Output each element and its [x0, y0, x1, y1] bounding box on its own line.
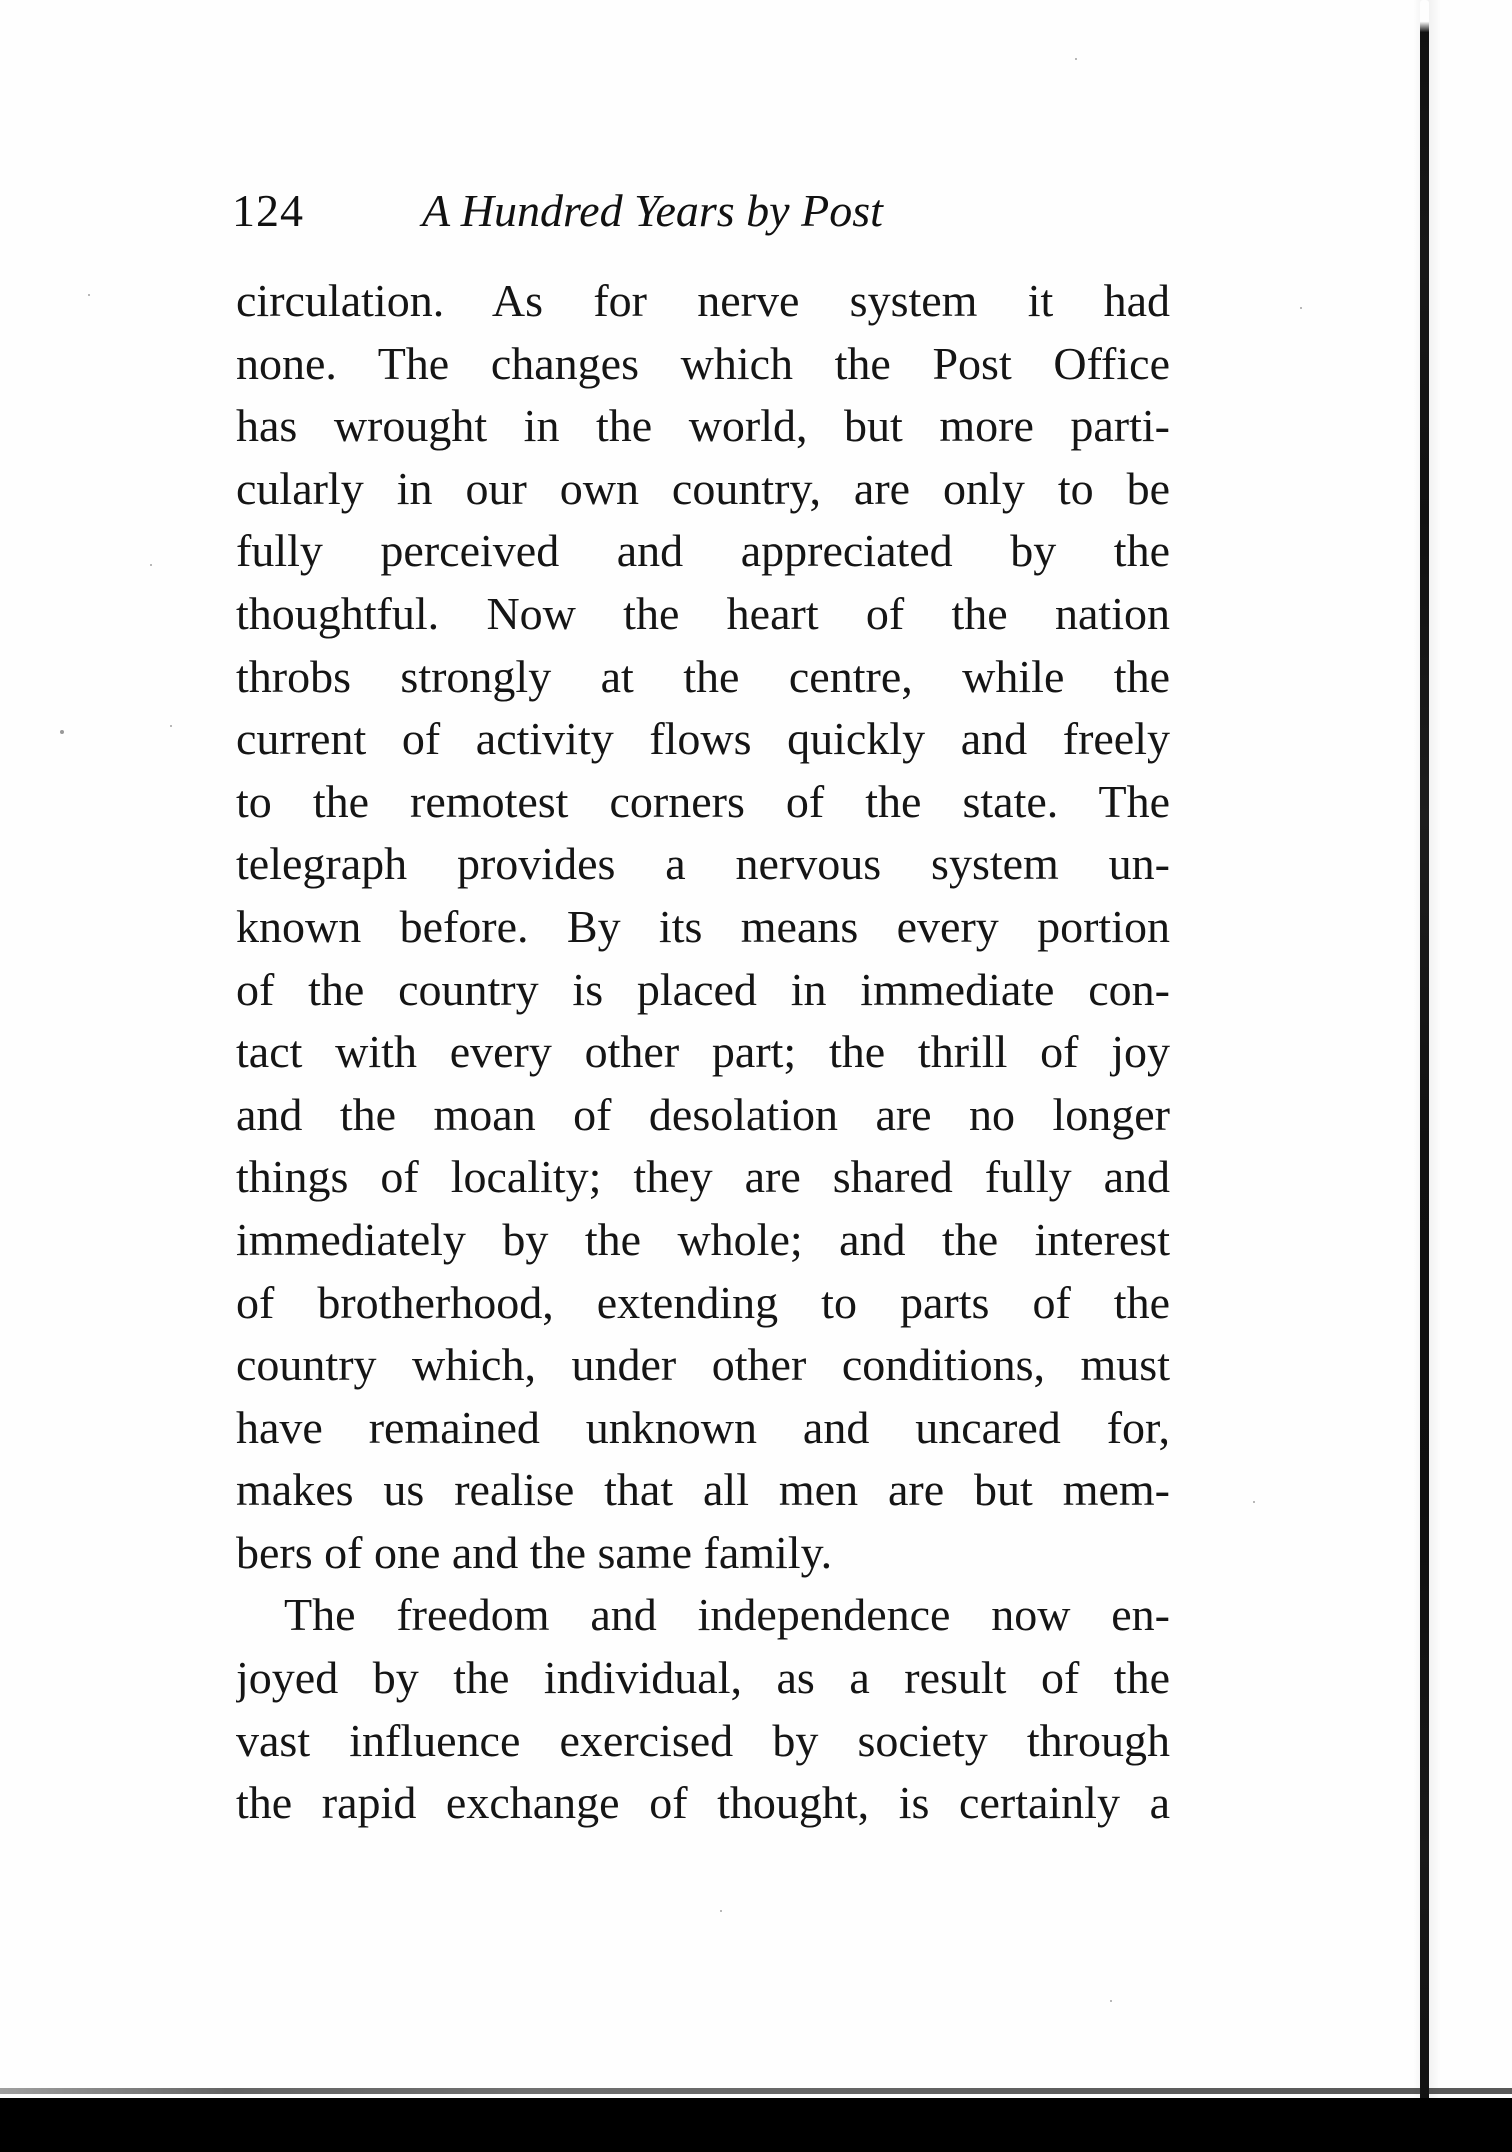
bottom-edge-line — [0, 2088, 1512, 2094]
running-title: A Hundred Years by Post — [422, 185, 883, 236]
text-line: tact with every other part; the thrill of joy — [236, 1026, 1170, 1078]
text-line: known before. By its means every portion — [236, 900, 1170, 952]
page-header — [232, 176, 992, 246]
text-line: the rapid exchange of thought, is certainly a — [236, 1777, 1170, 1829]
dust-speck — [1110, 2000, 1112, 2002]
text-line: and the moan of desolation are no longer — [236, 1088, 1170, 1140]
page-right-edge — [1392, 0, 1512, 2152]
text-line: of the country is placed in immediate con- — [236, 963, 1170, 1015]
text-line: makes us realise that all men are but mem- — [236, 1464, 1170, 1516]
text-line: country which, under other conditions, must — [236, 1339, 1170, 1391]
text-line: has wrought in the world, but more parti- — [236, 400, 1170, 452]
text-line: thoughtful. Now the heart of the nation — [236, 587, 1170, 639]
text-line: to the remotest corners of the state. The — [236, 775, 1170, 827]
dust-speck — [60, 730, 64, 734]
text-line: fully perceived and appreciated by the — [236, 525, 1170, 577]
text-line: joyed by the individual, as a result of the — [236, 1652, 1170, 1704]
paragraph-start-line: The freedom and independence now en- — [284, 1589, 1170, 1641]
dust-speck — [88, 294, 90, 296]
scan-bottom-band — [0, 2098, 1512, 2152]
text-line: immediately by the whole; and the interest — [236, 1213, 1170, 1265]
dust-speck — [150, 564, 152, 566]
text-line: of brotherhood, extending to parts of the — [236, 1276, 1170, 1328]
body-text — [236, 270, 1170, 1835]
page-number: 124 — [232, 185, 304, 236]
dust-speck — [1300, 307, 1302, 309]
dust-speck — [1075, 58, 1077, 60]
dust-speck — [170, 725, 172, 727]
text-line: circulation. As for nerve system it had — [236, 275, 1170, 326]
text-line: things of locality; they are shared fully and — [236, 1151, 1170, 1203]
dust-speck — [1253, 1501, 1255, 1503]
text-line: throbs strongly at the centre, while the — [236, 650, 1170, 702]
text-line: current of activity flows quickly and freely — [236, 713, 1170, 765]
text-line: none. The changes which the Post Office — [236, 337, 1170, 389]
dust-speck — [720, 1910, 722, 1912]
text-line: telegraph provides a nervous system un- — [236, 838, 1170, 890]
scan-edge-line — [1420, 0, 1429, 2152]
paragraph-end-line: bers of one and the same family. — [236, 1526, 833, 1578]
text-line: have remained unknown and uncared for, — [236, 1401, 1170, 1453]
text-line: cularly in our own country, are only to be — [236, 462, 1170, 514]
text-line: vast influence exercised by society through — [236, 1714, 1170, 1766]
